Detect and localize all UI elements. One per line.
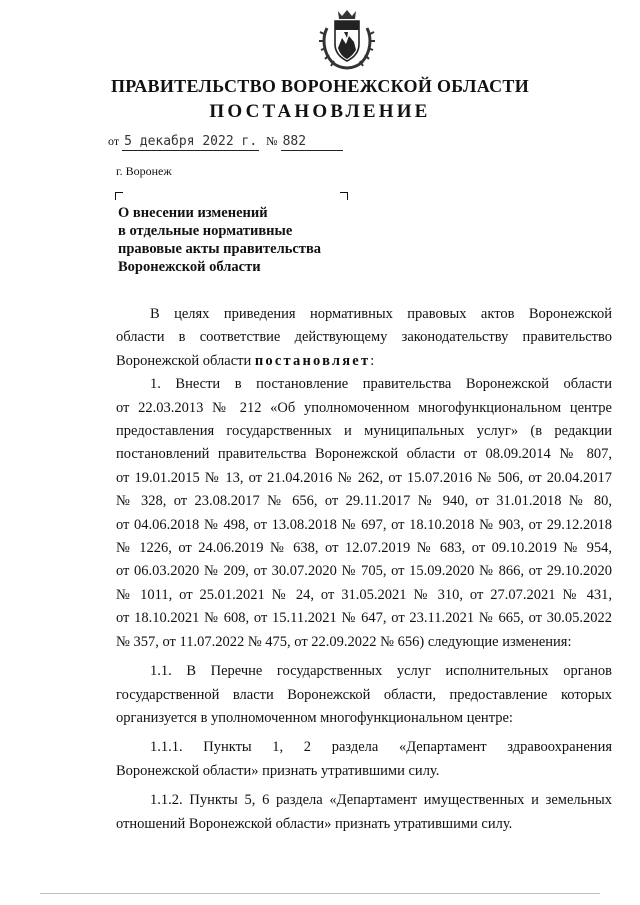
resolves-word: постановляет — [254, 352, 371, 369]
subject-line: О внесении изменений — [118, 205, 268, 221]
body-line: предоставления государственных и муниципальных услуг» (в редакции — [116, 423, 612, 440]
body-line-resolves — [116, 350, 612, 373]
government-title: ПРАВИТЕЛЬСТВО ВОРОНЕЖСКОЙ ОБЛАСТИ — [110, 76, 530, 96]
body-line: № 328, от 23.08.2017 № 656, от 29.11.2017 № 940, от 31.01.2018 № 80, — [116, 493, 612, 510]
body-text: : — [370, 352, 375, 369]
body-line: организуется в уполномоченном многофункциональном центре: — [116, 709, 513, 726]
body-line: отношений Воронежской области» признать утратившими силу. — [116, 815, 513, 832]
body-text: Воронежской области — [116, 352, 255, 369]
city: г. Воронеж — [116, 164, 172, 178]
body-line: от 19.01.2015 № 13, от 21.04.2016 № 262, от 15.07.2016 № 506, от 20.04.2017 — [116, 469, 612, 486]
body-line: 1. Внести в постановление правительства Воронежской области — [150, 376, 612, 393]
document-type: ПОСТАНОВЛЕНИЕ — [209, 101, 431, 122]
body-line: № 1011, от 25.01.2021 № 24, от 31.05.2021 № 310, от 27.07.2021 № 431, — [116, 586, 612, 603]
body-line: постановлений правительства Воронежской области от 08.09.2014 № 807, — [116, 446, 612, 463]
body-line: области в соответствие действующему законодательству правительство — [116, 329, 612, 346]
number-field — [281, 134, 343, 151]
page-bottom-line — [40, 893, 600, 894]
body-line: Воронежской области» признать утратившими силу. — [116, 762, 440, 779]
subject-line: в отдельные нормативные — [118, 223, 293, 239]
number-value: 882 — [282, 134, 307, 149]
date-prefix: от — [108, 134, 120, 148]
body-line: от 18.10.2021 № 608, от 15.11.2021 № 647, от 23.11.2021 № 665, от 30.05.2022 — [116, 610, 612, 627]
body-line: от 06.03.2020 № 209, от 30.07.2020 № 705, от 15.09.2020 № 866, от 29.10.2020 — [116, 563, 612, 580]
body-line: 1.1. В Перечне государственных услуг исполнительных органов — [150, 663, 612, 680]
body-line: 1.1.1. Пункты 1, 2 раздела «Департамент здравоохранения — [150, 739, 612, 756]
date-number-row — [108, 134, 343, 151]
subject-line: Воронежской области — [118, 259, 261, 275]
coat-of-arms-icon — [318, 8, 376, 70]
body-line: от 22.03.2013 № 212 «Об уполномоченном многофункциональном центре — [116, 399, 612, 416]
body-line: В целях приведения нормативных правовых актов Воронежской — [150, 306, 612, 322]
date-field — [122, 134, 259, 151]
body-line: № 1226, от 24.06.2019 № 638, от 12.07.2019 № 683, от 09.10.2019 № 954, — [116, 540, 612, 557]
body-line: № 357, от 11.07.2022 № 475, от 22.09.2022 № 656) следующие изменения: — [116, 633, 572, 650]
date-value: 5 декабря 2022 г. — [124, 134, 258, 149]
body-line: 1.1.2. Пункты 5, 6 раздела «Департамент имущественных и земельных — [150, 792, 612, 809]
corner-mark-left — [115, 192, 123, 200]
body-line: государственной власти Воронежской области, предоставление которых — [116, 686, 612, 703]
subject-heading — [118, 204, 378, 276]
document-body — [116, 303, 612, 836]
corner-mark-right — [340, 192, 348, 200]
subject-line: правовые акты правительства — [118, 241, 322, 257]
number-prefix: № — [266, 134, 278, 148]
body-line: от 04.06.2018 № 498, от 13.08.2018 № 697, от 18.10.2018 № 903, от 29.12.2018 — [116, 516, 612, 533]
